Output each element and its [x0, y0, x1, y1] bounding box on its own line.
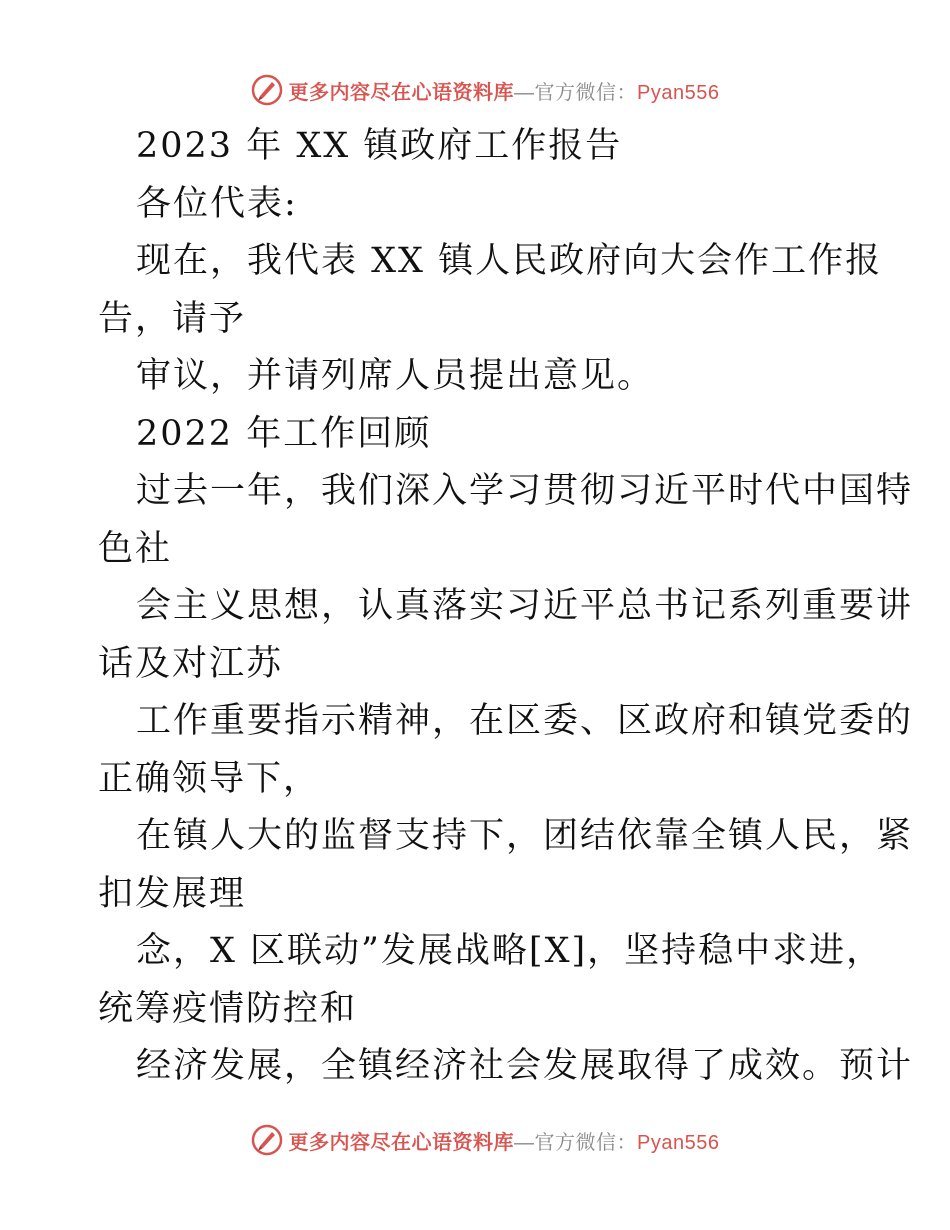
doc-salutation: 各位代表:	[136, 183, 298, 224]
banner-separator: —	[514, 81, 535, 104]
doc-line: 正确领导下，	[98, 758, 321, 799]
doc-line: 过去一年，我们深入学习贯彻习近平时代中国特	[136, 471, 914, 511]
doc-line: 扣发展理	[98, 873, 247, 914]
doc-line: 会主义思想，认真落实习近平总书记系列重要讲	[136, 586, 914, 626]
doc-line: 审议，并请列席人员提出意见。	[136, 356, 655, 396]
doc-line: 经济发展，全镇经济社会发展取得了成效。预计	[136, 1046, 914, 1086]
footer-watermark-banner	[0, 1120, 950, 1160]
banner-wechat-label: 官方微信：	[534, 81, 638, 104]
banner-wechat-label: 官方微信：	[534, 1131, 638, 1154]
doc-line: 现在，我代表 XX 镇人民政府向大会作工作报	[136, 241, 883, 281]
doc-line: 话及对江苏	[98, 643, 284, 684]
banner-separator: —	[514, 1131, 535, 1154]
document-body	[98, 118, 914, 1096]
quill-logo-icon	[251, 74, 283, 106]
doc-line: 告，请予	[98, 298, 247, 339]
banner-site-name: 更多内容尽在心语资料库	[288, 79, 515, 104]
quill-logo-icon	[251, 1124, 283, 1156]
doc-line: 在镇人大的监督支持下，团结依靠全镇人民，紧	[136, 816, 914, 856]
doc-line: 色社	[98, 528, 173, 569]
doc-line: 统筹疫情防控和	[98, 988, 358, 1029]
doc-title: 2023 年 XX 镇政府工作报告	[136, 126, 623, 166]
banner-wechat-id: Pyan556	[637, 1131, 720, 1154]
header-watermark-banner	[0, 70, 950, 110]
banner-wechat-id: Pyan556	[637, 81, 720, 104]
banner-site-name: 更多内容尽在心语资料库	[288, 1129, 515, 1154]
doc-line: 念，X 区联动”发展战略[X]，坚持稳中求进，	[136, 931, 884, 971]
doc-line: 工作重要指示精神，在区委、区政府和镇党委的	[136, 701, 914, 741]
doc-section-heading: 2022 年工作回顾	[136, 413, 432, 454]
